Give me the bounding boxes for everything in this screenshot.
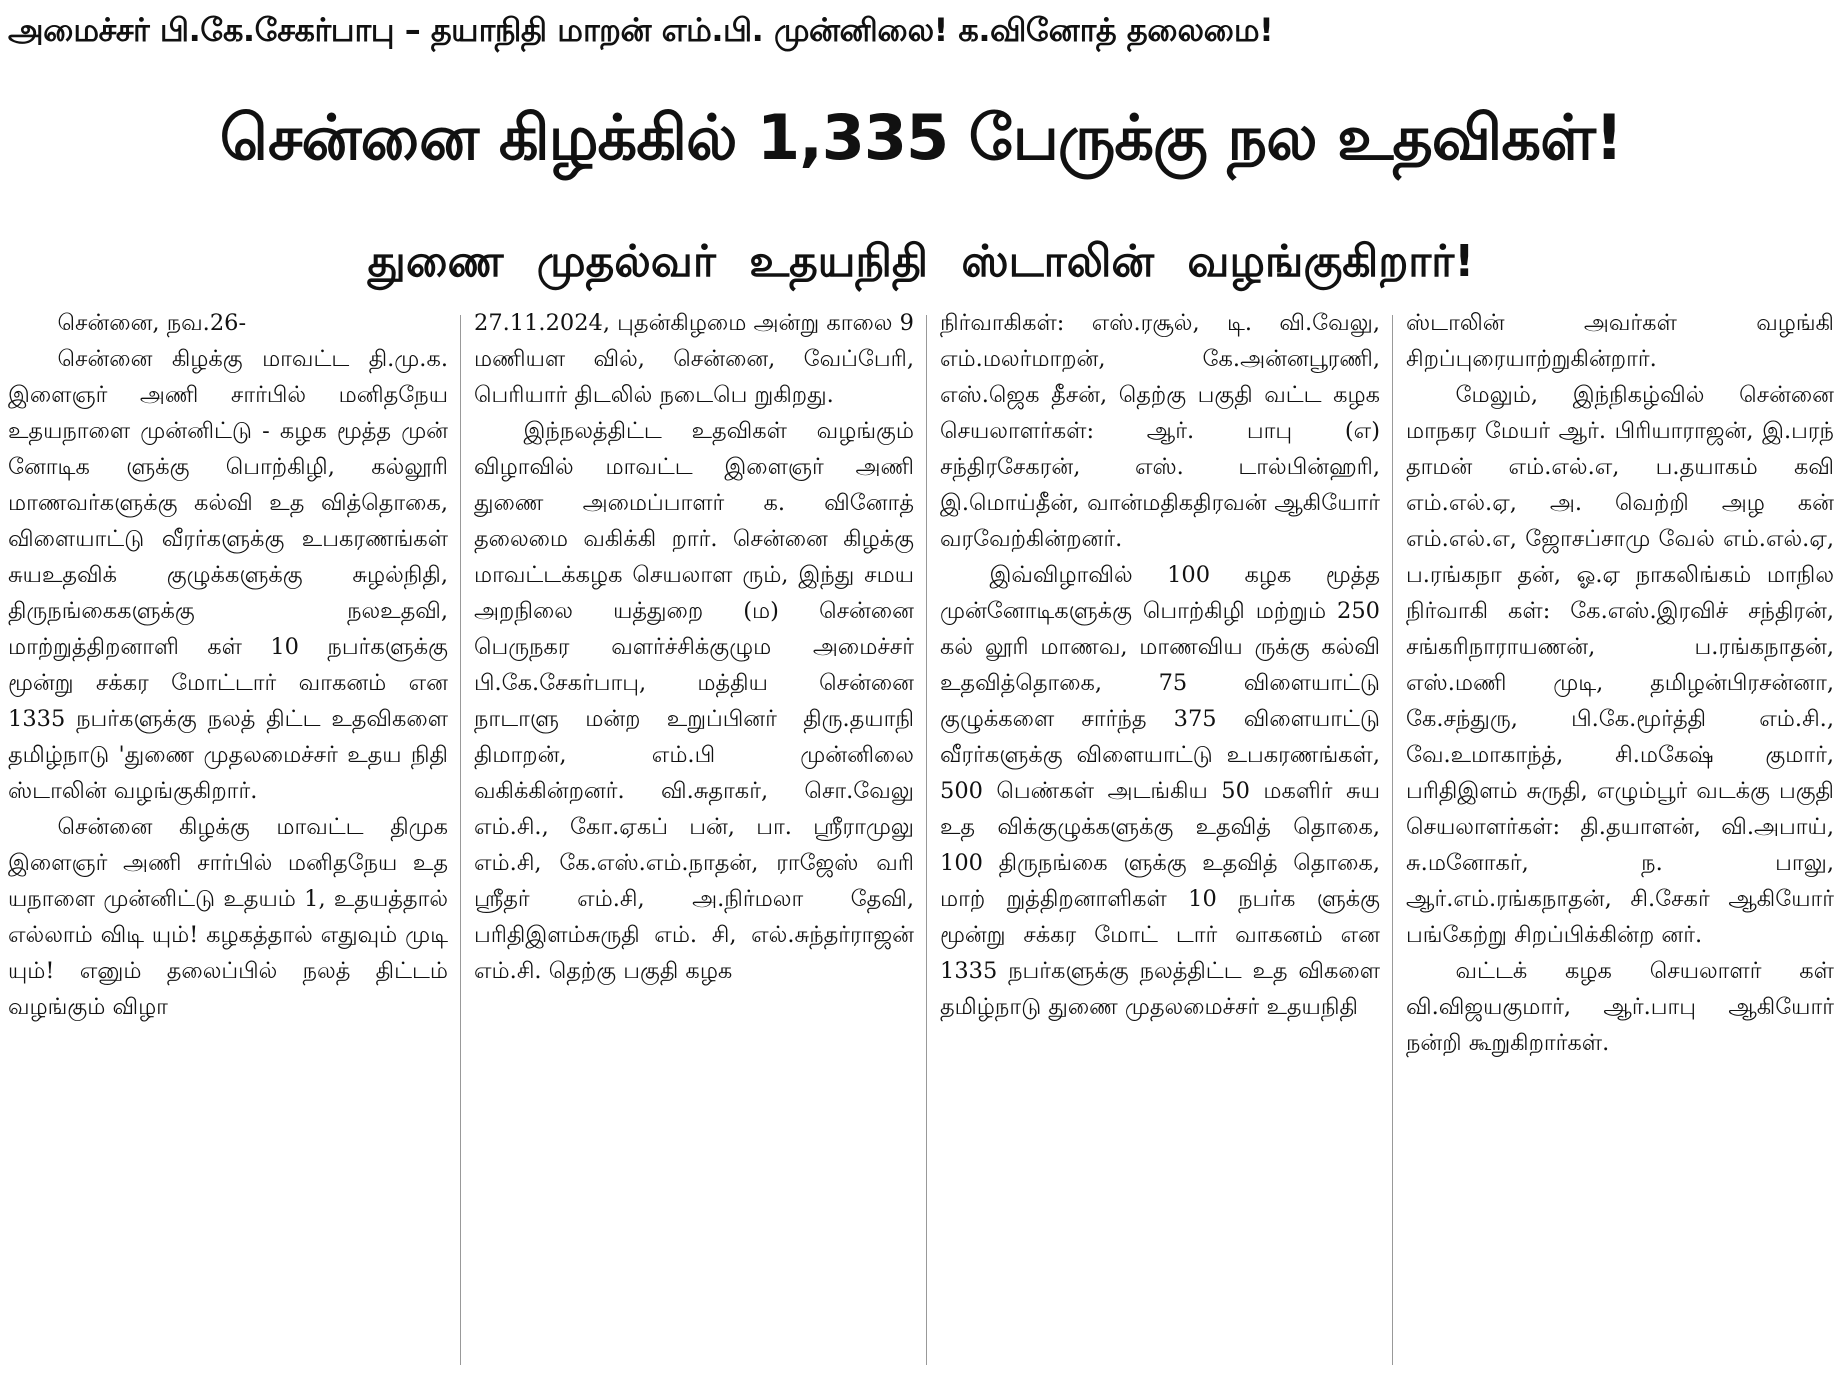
kicker-line: அமைச்சர் பி.கே.சேகர்பாபு – தயாநிதி மாறன் எம்.பி. முன்னிலை! க.வினோத் தலைமை! xyxy=(8,11,1274,49)
article-column-3 xyxy=(940,305,1380,1371)
article-paragraph: 27.11.2024, புதன்கிழமை அன்று காலை 9 மணியள வில், சென்னை, வேப்பேரி, பெரியார் திடலில் நடைபெ றுகிறது. xyxy=(474,310,914,408)
article-paragraph: வட்டக் கழக செயலாளர் கள் வி.விஜயகுமார், ஆர்.பாபு ஆகியோர் நன்றி கூறுகிறார்கள். xyxy=(1406,958,1834,1056)
article-paragraph: சென்னை, நவ.26- xyxy=(57,310,247,336)
subheadline: துணை முதல்வர் உதயநிதி ஸ்டாலின் வழங்குகிறார்! xyxy=(367,236,1475,287)
article-paragraph: ஸ்டாலின் அவர்கள் வழங்கி சிறப்புரையாற்றுகின்றார். xyxy=(1406,310,1834,372)
headline: சென்னை கிழக்கில் 1,335 பேருக்கு நல உதவிகள்! xyxy=(219,101,1623,174)
article-column-4 xyxy=(1406,305,1834,1371)
article-column-1 xyxy=(8,305,448,1371)
article-paragraph: இவ்விழாவில் 100 கழக மூத்த முன்னோடிகளுக்கு பொற்கிழி மற்றும் 250 கல் லூரி மாணவ, மாணவிய ருக்கு கல்வி உதவித்தொகை, 75 விளையாட்டு குழுக்களை சார்ந்த 375 விளையாட்டு வீரர்களுக்கு விளையாட்டு உபகரணங்கள், 500 பெண்கள் அடங்கிய 50 மகளிர் சுய உத விக்குழுக்களுக்கு உதவித் தொகை, 100 திருநங்கை ளுக்கு உதவித் தொகை, மாற் றுத்திறனாளிகள் 10 நபர்க ளுக்கு மூன்று சக்கர மோட் டார் வாகனம் என 1335 நபர்களுக்கு நலத்திட்ட உத விகளை தமிழ்நாடு துணை முதலமைச்சர் உதயநிதி xyxy=(940,562,1380,1020)
column-divider xyxy=(1392,315,1393,1365)
article-paragraph: நிர்வாகிகள்: எஸ்.ரசூல், டி. வி.வேலு, எம்.மலர்மாறன், கே.அன்னபூரணி, எஸ்.ஜெக தீசன், தெற்கு பகுதி வட்ட கழக செயலாளர்கள்: ஆர். பாபு (எ) சந்திரசேகரன், எஸ். டால்பின்ஹரி, இ.மொய்தீன், வான்மதிகதிரவன் ஆகியோர் வரவேற்கின்றனர். xyxy=(940,310,1380,552)
article-body xyxy=(8,305,1834,1375)
article-paragraph: சென்னை கிழக்கு மாவட்ட திமுக இளைஞர் அணி சார்பில் மனிதநேய உத யநாளை முன்னிட்டு உதயம் 1, உதயத்தால் எல்லாம் விடி யும்! கழகத்தால் எதுவும் முடி யும்! எனும் தலைப்பில் நலத் திட்டம் வழங்கும் விழா xyxy=(8,814,448,1020)
column-divider xyxy=(460,315,461,1365)
column-divider xyxy=(926,315,927,1365)
article-paragraph: இந்நலத்திட்ட உதவிகள் வழங்கும் விழாவில் மாவட்ட இளைஞர் அணி துணை அமைப்பாளர் க. வினோத் தலைமை வகிக்கி றார். சென்னை கிழக்கு மாவட்டக்கழக செயலாள ரும், இந்து சமய அறநிலை யத்துறை (ம) சென்னை பெருநகர வளர்ச்சிக்குழும அமைச்சர் பி.கே.சேகர்பாபு, மத்திய சென்னை நாடாளு மன்ற உறுப்பினர் திரு.தயாநி திமாறன், எம்.பி முன்னிலை வகிக்கின்றனர். வி.சுதாகர், சொ.வேலு எம்.சி., கோ.ஏகப் பன், பா. ஸ்ரீராமுலு எம்.சி, கே.எஸ்.எம்.நாதன், ராஜேஸ் வரி ஸ்ரீதர் எம்.சி, அ.நிர்மலா தேவி, பரிதிஇளம்சுருதி எம். சி, எல்.சுந்தர்ராஜன் எம்.சி. தெற்கு பகுதி கழக xyxy=(474,418,914,984)
article-paragraph: சென்னை கிழக்கு மாவட்ட தி.மு.க. இளைஞர் அணி சார்பில் மனிதநேய உதயநாளை முன்னிட்டு - கழக மூத்த முன் னோடிக ளுக்கு பொற்கிழி, கல்லூரி மாணவர்களுக்கு கல்வி உத வித்தொகை, விளையாட்டு வீரர்களுக்கு உபகரணங்கள் சுயஉதவிக் குழுக்களுக்கு சுழல்நிதி, திருநங்கைகளுக்கு நலஉதவி, மாற்றுத்திறனாளி கள் 10 நபர்களுக்கு மூன்று சக்கர மோட்டார் வாகனம் என 1335 நபர்களுக்கு நலத் திட்ட உதவிகளை தமிழ்நாடு 'துணை முதலமைச்சர் உதய நிதி ஸ்டாலின் வழங்குகிறார். xyxy=(8,346,448,804)
article-paragraph: மேலும், இந்நிகழ்வில் சென்னை மாநகர மேயர் ஆர். பிரியாராஜன், இ.பரந் தாமன் எம்.எல்.எ, ப.தயாகம் கவி எம்.எல்.ஏ, அ. வெற்றி அழ கன் எம்.எல்.எ, ஜோசப்சாமு வேல் எம்.எல்.ஏ, ப.ரங்கநா தன், ஓ.ஏ நாகலிங்கம் மாநில நிர்வாகி கள்: கே.எஸ்.இரவிச் சந்திரன், சங்கரிநாராயணன், ப.ரங்கநாதன், எஸ்.மணி முடி, தமிழன்பிரசன்னா, கே.சந்துரு, பி.கே.மூர்த்தி எம்.சி., வே.உமாகாந்த், சி.மகேஷ் குமார், பரிதிஇளம் சுருதி, எழும்பூர் வடக்கு பகுதி செயலாளர்கள்: தி.தயாளன், வி.அபாய், சு.மனோகர், ந. பாலு, ஆர்.எம்.ரங்கநாதன், சி.சேகர் ஆகியோர் பங்கேற்று சிறப்பிக்கின்ற னர். xyxy=(1406,382,1834,948)
article-column-2 xyxy=(474,305,914,1371)
